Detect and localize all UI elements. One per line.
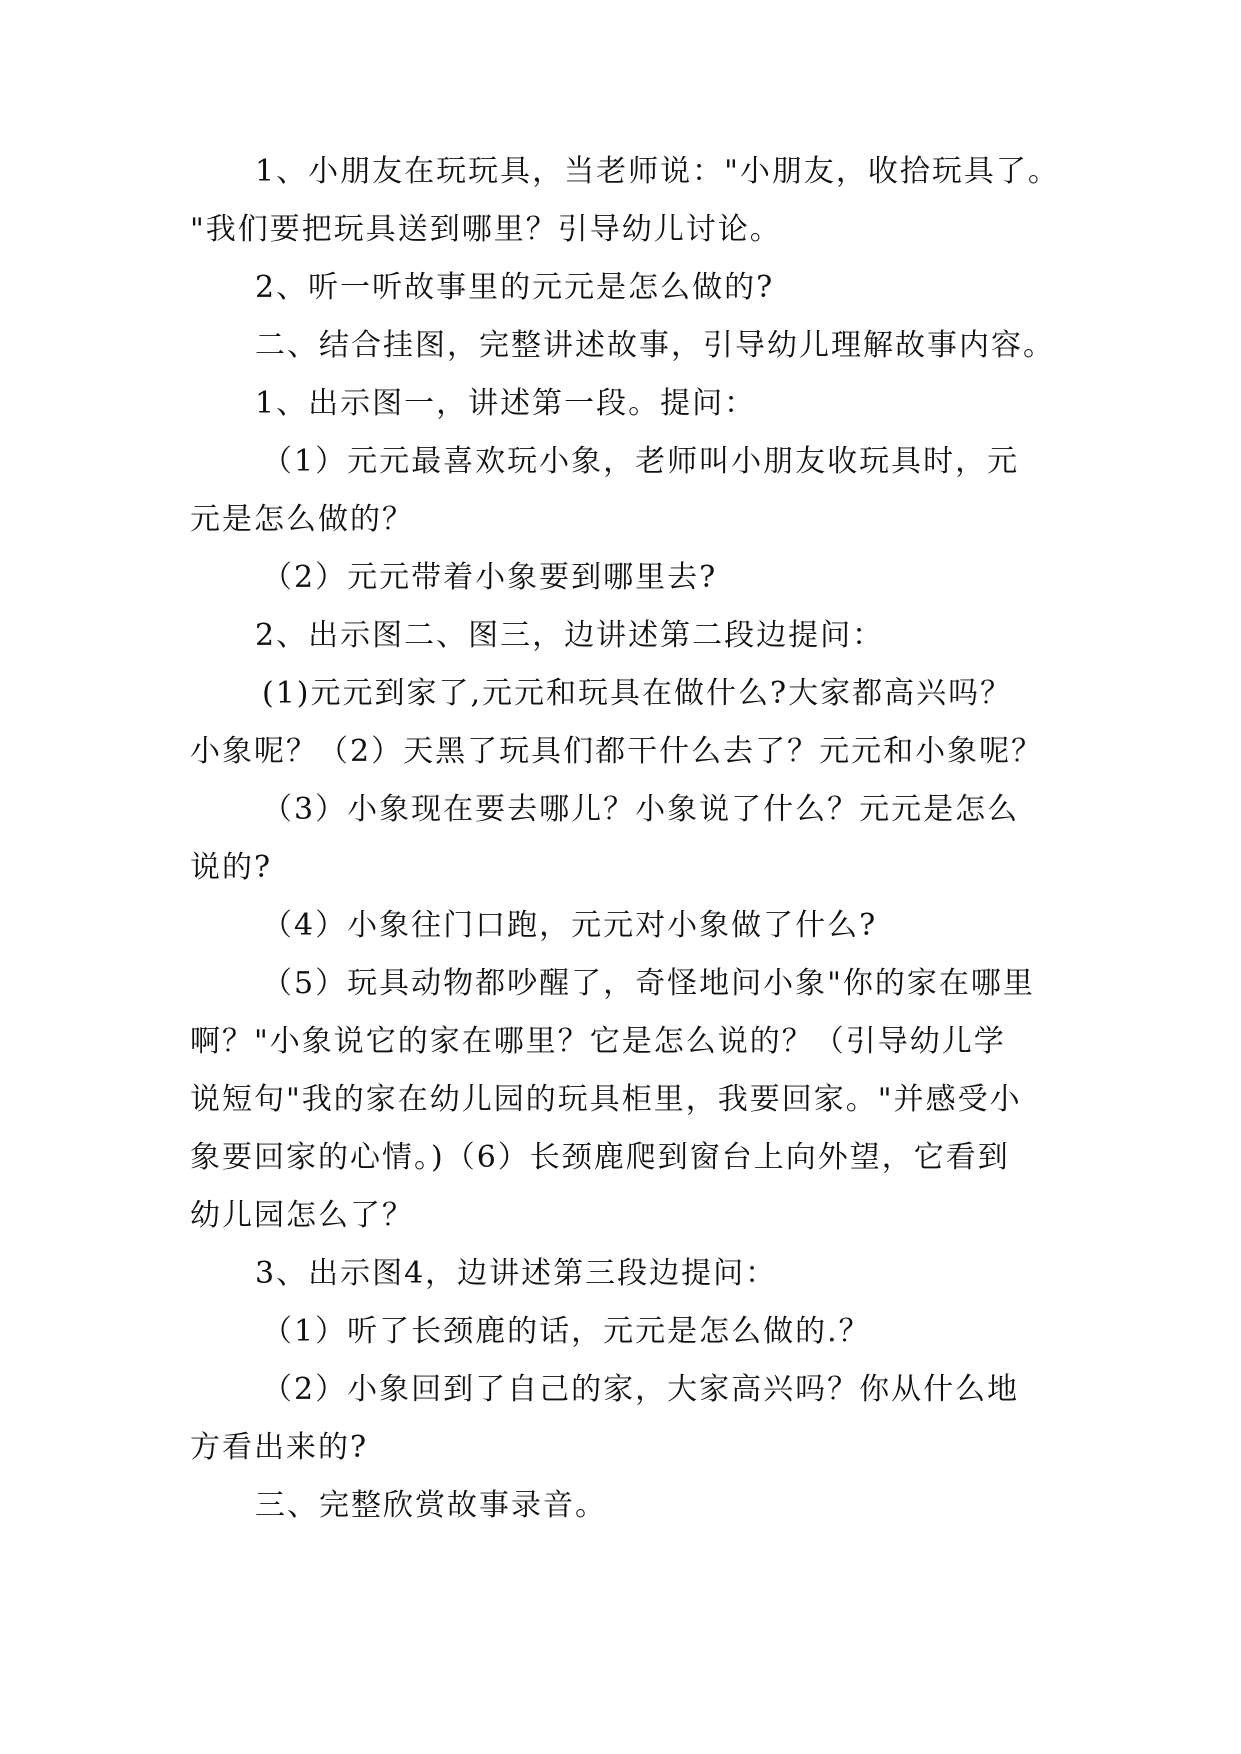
- text-line: （2）小象回到了自己的家，大家高兴吗？你从什么地: [262, 1372, 1020, 1407]
- text-line: 小象呢？（2）天黑了玩具们都干什么去了？元元和小象呢？: [190, 734, 1044, 769]
- text-line: 1、小朋友在玩玩具，当老师说："小朋友，收拾玩具了。: [255, 154, 1060, 189]
- text-line: (1)元元到家了,元元和玩具在做什么?大家都高兴吗？: [262, 676, 1013, 711]
- text-line: 三、完整欣赏故事录音。: [255, 1488, 607, 1523]
- text-line: 说短句"我的家在幼儿园的玩具柜里，我要回家。"并感受小: [190, 1082, 1022, 1117]
- text-line: （1）听了长颈鹿的话，元元是怎么做的.？: [262, 1314, 871, 1349]
- text-line: （1）元元最喜欢玩小象，老师叫小朋友收玩具时，元: [262, 444, 1020, 479]
- text-line: 说的?: [190, 850, 273, 885]
- text-line: 3、出示图4，边讲述第三段边提问：: [255, 1256, 778, 1291]
- text-line: 元是怎么做的？: [190, 502, 414, 537]
- text-line: 二、结合挂图，完整讲述故事，引导幼儿理解故事内容。: [255, 328, 1055, 363]
- text-line: 象要回家的心情。)（6）长颈鹿爬到窗台上向外望，它看到: [190, 1140, 1010, 1175]
- text-line: （5）玩具动物都吵醒了，奇怪地问小象"你的家在哪里: [262, 966, 1035, 1001]
- text-line: "我们要把玩具送到哪里？引导幼儿讨论。: [190, 212, 782, 247]
- text-line: （2）元元带着小象要到哪里去?: [262, 560, 718, 595]
- text-line: （3）小象现在要去哪儿？小象说了什么？元元是怎么: [262, 792, 1020, 827]
- text-line: 2、听一听故事里的元元是怎么做的?: [255, 270, 775, 305]
- text-line: 1、出示图一，讲述第一段。提问：: [255, 386, 757, 421]
- text-line: 幼儿园怎么了？: [190, 1198, 414, 1233]
- text-line: 方看出来的?: [190, 1430, 369, 1465]
- text-line: 啊？"小象说它的家在哪里？它是怎么说的？（引导幼儿学: [190, 1024, 1006, 1059]
- text-line: 2、出示图二、图三，边讲述第二段边提问：: [255, 618, 885, 653]
- text-line: （4）小象往门口跑，元元对小象做了什么?: [262, 908, 878, 943]
